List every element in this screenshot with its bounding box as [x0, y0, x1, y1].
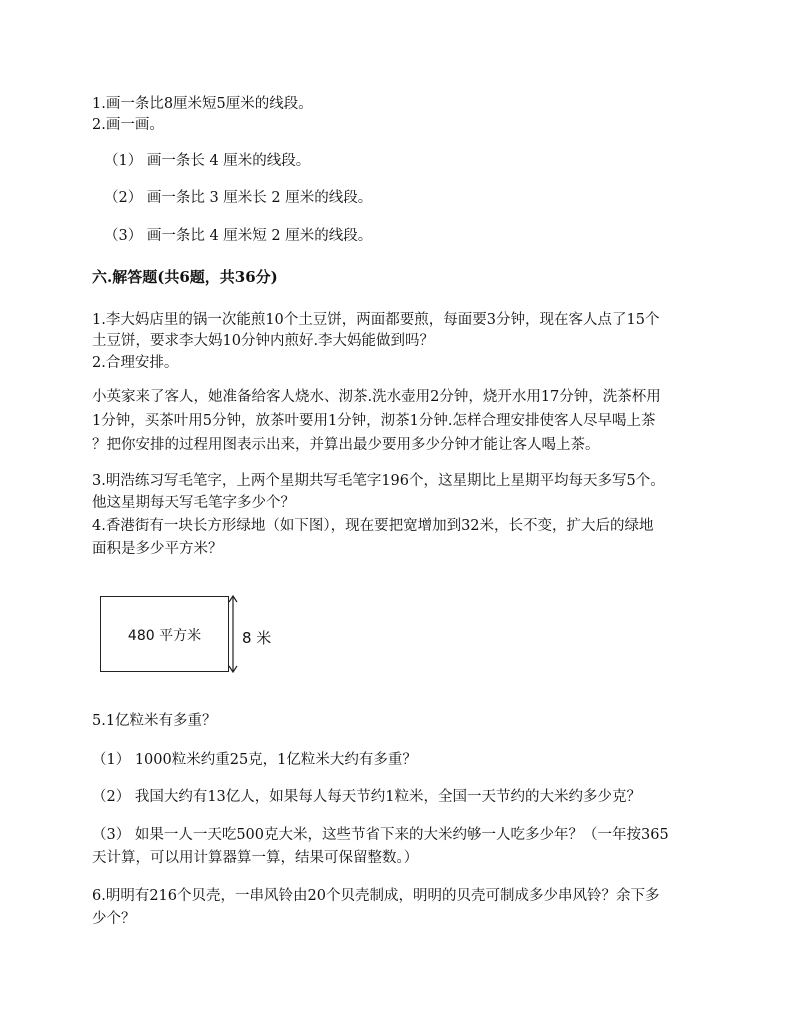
problem-6-line-2: 少个？	[92, 911, 136, 927]
problem-5-title: 5.1亿粒米有多重？	[92, 713, 217, 729]
section-heading: 六.解答题(共6题，共36分)	[92, 268, 278, 286]
problem-5-part-2: （2） 我国大约有13亿人，如果每人每天节约1粒米，全国一天节约的大米约多少克？	[92, 789, 642, 805]
green-area-rectangle	[100, 596, 229, 672]
problem-4-line-1: 4.香港街有一块长方形绿地（如下图），现在要把宽增加到32米，长不变，扩大后的绿地	[92, 518, 654, 534]
problem-5-part-3-line-2: 天计算，可以用计算器算一算，结果可保留整数。）	[92, 850, 419, 866]
width-label: 8 米	[242, 629, 272, 647]
area-label: 480 平方米	[127, 628, 202, 644]
problem-3-line-2: 他这星期每天写毛笔字多少个？	[92, 495, 295, 511]
problem-2-line-1: 小英家来了客人，她准备给客人烧水、沏茶.洗水壶用2分钟，烧开水用17分钟，洗茶杯用	[92, 389, 661, 405]
problem-5-part-1: （1） 1000粒米约重25克，1亿粒米大约有多重？	[92, 752, 417, 768]
problem-6-line-1: 6.明明有216个贝壳，一串风铃由20个贝壳制成，明明的贝壳可制成多少串风铃？余下多	[92, 888, 660, 904]
problem-2-line-3: ？把你安排的过程用图表示出来，并算出最少要用多少分钟才能让客人喝上茶。	[92, 437, 600, 453]
problem-5-part-3-line-1: （3） 如果一人一天吃500克大米，这些节省下来的大米约够一人吃多少年？（一年按365	[92, 827, 669, 843]
question-1: 1.画一条比8厘米短5厘米的线段。	[92, 96, 313, 112]
question-2-item-2: （2） 画一条比 3 厘米长 2 厘米的线段。	[104, 190, 373, 206]
question-2: 2.画一画。	[92, 117, 164, 133]
problem-3-line-1: 3.明浩练习写毛笔字，上两个星期共写毛笔字196个，这星期比上星期平均每天多写5个。	[92, 473, 665, 489]
problem-1-line-2: 土豆饼，要求李大妈10分钟内煎好.李大妈能做到吗？	[92, 333, 435, 349]
problem-2-line-2: 1分钟，买茶叶用5分钟，放茶叶要用1分钟，沏茶1分钟.怎样合理安排使客人尽早喝上茶	[92, 413, 656, 429]
problem-4-line-2: 面积是多少平方米？	[92, 541, 223, 557]
problem-1-line-1: 1.李大妈店里的锅一次能煎10个土豆饼，两面都要煎，每面要3分钟，现在客人点了15个	[92, 312, 660, 328]
question-2-item-1: （1） 画一条长 4 厘米的线段。	[104, 153, 311, 169]
problem-2-title: 2.合理安排。	[92, 355, 179, 371]
width-dimension-arrow-icon	[226, 594, 240, 674]
question-2-item-3: （3） 画一条比 4 厘米短 2 厘米的线段。	[104, 228, 373, 244]
